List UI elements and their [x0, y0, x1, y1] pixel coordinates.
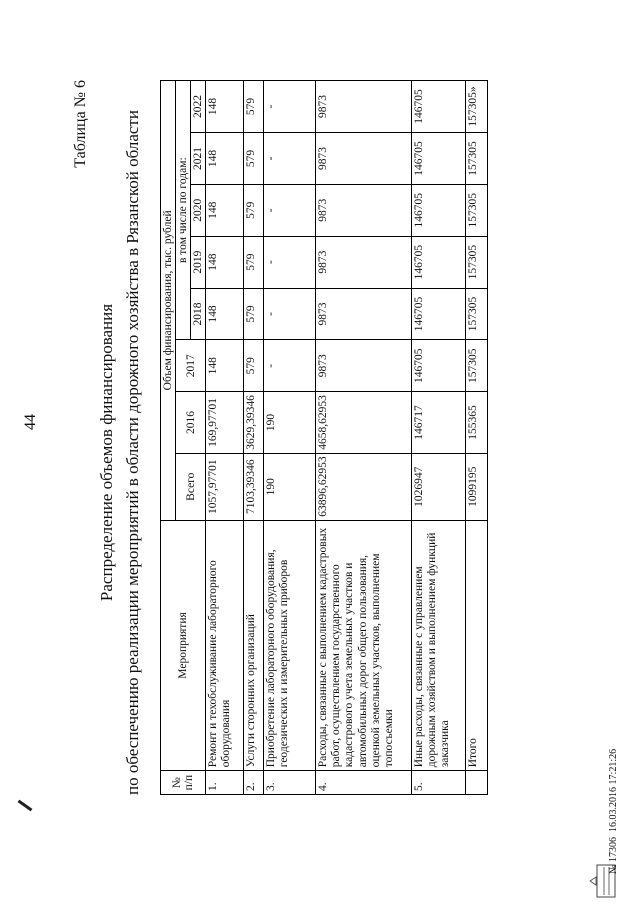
- table-row: [206, 81, 244, 795]
- cell-total: 1026947: [412, 453, 466, 520]
- row-number: [466, 771, 488, 795]
- cell-2019: 148: [206, 236, 244, 288]
- cell-total: 63896,62953: [316, 453, 412, 520]
- header-row-1: [161, 81, 176, 795]
- cell-2022: -: [264, 81, 316, 133]
- cell-2022: 9873: [316, 81, 412, 133]
- cell-2018: -: [264, 288, 316, 340]
- col-header-2021: 2021: [191, 133, 206, 185]
- col-header-volume: Объем финансирования, тыс. рублей: [161, 81, 176, 521]
- row-activity: Приобретение лабораторного оборудования, геодезических и измерительных приборов: [264, 520, 316, 771]
- cell-2016: 4658,62953: [316, 392, 412, 454]
- cell-2017: 148: [206, 340, 244, 392]
- cell-2020: 148: [206, 184, 244, 236]
- document-title-line1: Распределение объемов финансирования: [97, 303, 116, 602]
- cell-2021: 9873: [316, 133, 412, 185]
- cell-2016: 3629,39346: [244, 392, 264, 454]
- col-header-2019: 2019: [191, 236, 206, 288]
- row-number: 4.: [316, 771, 412, 795]
- cell-2017: -: [264, 340, 316, 392]
- cell-2020: -: [264, 184, 316, 236]
- table-label: Таблица № 6: [72, 80, 89, 168]
- cell-2019: 146705: [412, 236, 466, 288]
- cell-2017: 157305: [466, 340, 488, 392]
- cell-2021: 148: [206, 133, 244, 185]
- cell-2017: 9873: [316, 340, 412, 392]
- col-header-2020: 2020: [191, 184, 206, 236]
- cell-2020: 146705: [412, 184, 466, 236]
- col-header-by-years: в том числе по годам:: [176, 81, 191, 340]
- cell-2018: 157305: [466, 288, 488, 340]
- table-row: [316, 81, 412, 795]
- cell-total: 7103,39346: [244, 453, 264, 520]
- col-header-total: Всего: [176, 453, 206, 520]
- row-number: 5.: [412, 771, 466, 795]
- col-header-2022: 2022: [191, 81, 206, 133]
- cell-2020: 579: [244, 184, 264, 236]
- cell-total: 1099195: [466, 453, 488, 520]
- cell-2016: 190: [264, 392, 316, 454]
- row-number: 3.: [264, 771, 316, 795]
- table-row: [412, 81, 466, 795]
- table-row-total: [466, 81, 488, 795]
- row-number: 2.: [244, 771, 264, 795]
- stamp-number: № 17306: [608, 836, 619, 874]
- cell-2018: 9873: [316, 288, 412, 340]
- cell-2016: 155365: [466, 392, 488, 454]
- col-header-2018: 2018: [191, 288, 206, 340]
- cell-2016: 146717: [412, 392, 466, 454]
- cell-total: 1057,97701: [206, 453, 244, 520]
- cell-2022: 146705: [412, 81, 466, 133]
- cell-2017: 579: [244, 340, 264, 392]
- cell-2019: 579: [244, 236, 264, 288]
- row-activity: Иные расходы, связанные с управлением дорожным хозяйством и выполнением функций заказчика: [412, 520, 466, 771]
- col-header-num: № п/п: [161, 771, 206, 795]
- cell-total: 190: [264, 453, 316, 520]
- row-activity: Услуги сторонних организаций: [244, 520, 264, 771]
- cell-2016: 169,97701: [206, 392, 244, 454]
- stamp-datetime: 16.03.2016 17:21:26: [608, 748, 619, 832]
- cell-2019: 9873: [316, 236, 412, 288]
- cell-2019: -: [264, 236, 316, 288]
- col-header-2017: 2017: [176, 340, 206, 392]
- cell-2021: 157305: [466, 133, 488, 185]
- cell-2018: 148: [206, 288, 244, 340]
- cell-2018: 146705: [412, 288, 466, 340]
- cell-2022: 579: [244, 81, 264, 133]
- page-number: 44: [22, 414, 39, 430]
- cell-2021: 146705: [412, 133, 466, 185]
- row-activity: Ремонт и техобслуживание лабораторного оборудования: [206, 520, 244, 771]
- row-number: 1.: [206, 771, 244, 795]
- col-header-2016: 2016: [176, 392, 206, 454]
- row-activity: Итого: [466, 520, 488, 771]
- cell-2018: 579: [244, 288, 264, 340]
- cell-2022: 157305»: [466, 81, 488, 133]
- financing-table: [160, 80, 488, 795]
- document-title-line2: по обеспечению реализации мероприятий в области дорожного хозяйства в Рязанской области: [123, 110, 142, 795]
- col-header-activity: Мероприятия: [161, 520, 206, 771]
- cell-2022: 148: [206, 81, 244, 133]
- cell-2019: 157305: [466, 236, 488, 288]
- table-row: [244, 81, 264, 795]
- table-row: [264, 81, 316, 795]
- row-activity: Расходы, связанные с выполнением кадастровых работ, осуществлением государственного кадастрового учета земельных участков и автомобильных дорог общего пользования, оценкой земельных участков, выполнением топосъемки: [316, 520, 412, 771]
- cell-2021: -: [264, 133, 316, 185]
- cell-2020: 9873: [316, 184, 412, 236]
- cell-2021: 579: [244, 133, 264, 185]
- cell-2020: 157305: [466, 184, 488, 236]
- registration-stamp: [608, 749, 619, 874]
- cell-2017: 146705: [412, 340, 466, 392]
